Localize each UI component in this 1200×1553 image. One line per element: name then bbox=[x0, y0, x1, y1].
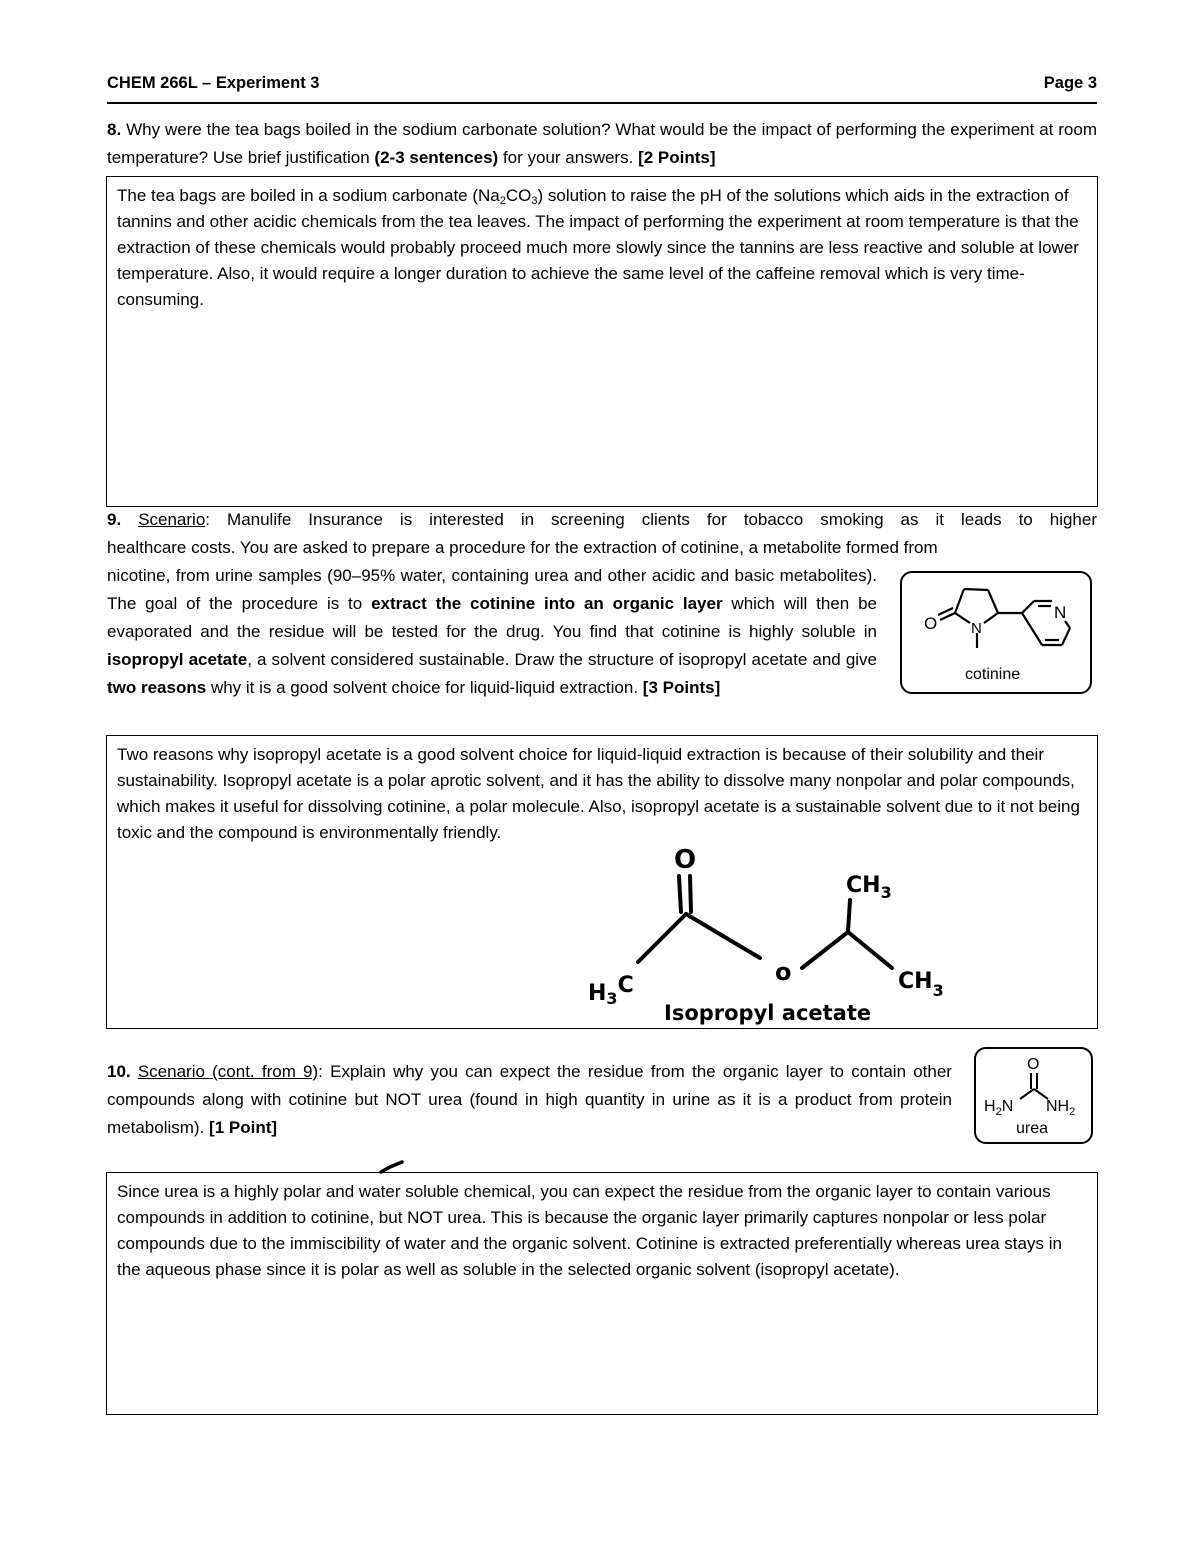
q9-t4: why it is a good solvent choice for liquid-liquid extraction. bbox=[210, 678, 639, 697]
page-number: Page 3 bbox=[1043, 74, 1097, 92]
q10-text: Explain why you can expect the residue from the organic layer to contain other compounds along with cotinine but NOT urea (found in high quantity in urine as it is a product from protein metabolism). bbox=[107, 1062, 952, 1137]
cotinine-bond bbox=[988, 590, 998, 613]
drawing-caption: Isopropyl acetate bbox=[664, 1001, 872, 1025]
cotinine-bond bbox=[964, 589, 988, 590]
urea-h2n-n: N bbox=[1001, 1098, 1014, 1115]
cotinine-bond bbox=[955, 589, 964, 613]
cotinine-bond bbox=[984, 613, 998, 623]
drawing-h3c-c: C bbox=[617, 973, 634, 998]
carbonyl-bond-right bbox=[690, 876, 691, 912]
acetyl-methyl-bond bbox=[638, 914, 686, 962]
q9-answer-text: Two reasons why isopropyl acetate is a good solvent choice for liquid-liquid extraction is because of their solubility and their sustainability. Isopropyl acetate is a polar aprotic solvent, and it has the ability to dissolve many nonpolar and polar compounds, which makes it useful for dissolving cotinine, a polar molecule. Also, isopropyl acetate is a sustainable solvent due to it not being toxic and the compound is environmentally friendly. bbox=[117, 745, 1080, 842]
urea-structure-svg bbox=[976, 1049, 1090, 1141]
q8-bold-part: (2-3 sentences) bbox=[374, 148, 499, 167]
cotinine-label: cotinine bbox=[965, 666, 1021, 683]
urea-bond-left bbox=[1020, 1089, 1034, 1099]
drawing-h3c-sub: 3 bbox=[606, 989, 618, 1008]
q8-points: [2 Points] bbox=[638, 148, 716, 167]
cotinine-atom-n: N bbox=[971, 620, 982, 637]
isopropyl-methyl-bond-right bbox=[848, 932, 892, 968]
cotinine-structure-box bbox=[900, 571, 1092, 694]
urea-nh2-nh: NH bbox=[1046, 1098, 1070, 1115]
q10-answer-box[interactable] bbox=[106, 1172, 1098, 1415]
q8-number: 8. bbox=[107, 120, 122, 139]
urea-nh2-sub: 2 bbox=[1069, 1106, 1076, 1118]
course-title: CHEM 266L – Experiment 3 bbox=[107, 74, 320, 92]
q10-number: 10. bbox=[107, 1062, 131, 1081]
q9-line2: healthcare costs. You are asked to prepare a procedure for the extraction of cotinine, a metabolite formed from bbox=[107, 538, 938, 557]
ester-bond bbox=[686, 914, 760, 958]
cotinine-structure-svg bbox=[902, 573, 1089, 691]
drawing-ch3-right-sub: 3 bbox=[932, 981, 944, 1000]
question-9-body bbox=[107, 562, 877, 702]
isopropyl-bond bbox=[802, 932, 848, 968]
drawing-ch3-top bbox=[846, 873, 892, 902]
cotinine-bond bbox=[955, 613, 970, 623]
urea-structure-box bbox=[974, 1047, 1093, 1144]
q9-line1: Manulife Insurance is interested in screening clients for tobacco smoking as it leads to higher bbox=[227, 510, 1098, 529]
urea-nh2 bbox=[1046, 1098, 1075, 1118]
drawing-o-top: O bbox=[674, 845, 697, 875]
urea-atom-o: O bbox=[1027, 1056, 1040, 1073]
pyridine-bond bbox=[1022, 601, 1034, 613]
q10-answer-text: Since urea is a highly polar and water soluble chemical, you can expect the residue from the organic layer to contain various compounds in addition to cotinine, but NOT urea. This is because the organic layer primarily captures nonpolar or less polar compounds due to the immiscibility of water and the organic solvent. Cotinine is extracted preferentially whereas urea stays in the aqueous phase since it is polar as well as soluble in the selected organic solvent (isopropyl acetate). bbox=[117, 1182, 1062, 1279]
urea-h2n-h: H bbox=[984, 1098, 996, 1115]
isopropyl-methyl-bond-top bbox=[848, 900, 850, 932]
question-9-intro bbox=[107, 506, 1097, 562]
page-header bbox=[107, 74, 1097, 104]
drawing-ch3-top-sub: 3 bbox=[880, 883, 892, 902]
q8-answer-sub1: 2 bbox=[499, 195, 506, 207]
q8-answer-post: ) solution to raise the pH of the solutions which aids in the extraction of tannins and other acidic chemicals from the tea leaves. The impact of performing the experiment at room temperature is that the extraction of these chemicals would probably proceed much more slowly since the tannins are less reactive and soluble at lower temperature. Also, it would require a longer duration to achieve the same level of the caffeine removal which is very time-consuming. bbox=[117, 186, 1079, 309]
q9-t2: which will then be evaporated and the residue will be tested for the drug. You find that cotinine is highly soluble in bbox=[107, 594, 877, 641]
q8-text-after: for your answers. bbox=[502, 148, 634, 167]
q9-scenario-label: Scenario bbox=[138, 510, 206, 529]
pyridine-bond bbox=[1022, 613, 1042, 645]
q9-points: [3 Points] bbox=[642, 678, 721, 697]
q8-answer-mid: CO bbox=[505, 186, 532, 205]
urea-h2n bbox=[984, 1098, 1013, 1118]
drawing-h3c-main: H bbox=[588, 981, 607, 1006]
q10-scenario-label: Scenario (cont. from 9) bbox=[137, 1062, 319, 1081]
drawing-h3c bbox=[588, 973, 634, 1008]
isopropyl-acetate-drawing bbox=[580, 840, 944, 1030]
q9-t3: , a solvent considered sustainable. Draw the structure of isopropyl acetate and give bbox=[247, 650, 877, 669]
q9-b1: extract the cotinine into an organic layer bbox=[371, 594, 723, 613]
drawing-o-ester: o bbox=[775, 958, 792, 986]
drawing-ch3-top-main: CH bbox=[846, 873, 881, 898]
urea-h2n-sub: 2 bbox=[995, 1106, 1002, 1118]
q10-points: [1 Point] bbox=[209, 1118, 278, 1137]
carbonyl-bond-left bbox=[679, 876, 681, 912]
q10-colon: : bbox=[318, 1062, 323, 1081]
q8-text: Why were the tea bags boiled in the sodium carbonate solution? What would be the impact of performing the experiment at room temperature? Use brief justification bbox=[107, 120, 1097, 167]
q9-b3: two reasons bbox=[107, 678, 207, 697]
pyridine-atom-n: N bbox=[1054, 603, 1067, 622]
urea-label: urea bbox=[1016, 1120, 1049, 1137]
q9-colon: : bbox=[205, 510, 211, 529]
pyridine-bond bbox=[1062, 628, 1070, 645]
q9-b2: isopropyl acetate bbox=[107, 650, 248, 669]
q9-number: 9. bbox=[107, 510, 122, 529]
pyridine-bond bbox=[1065, 621, 1070, 628]
question-10 bbox=[107, 1058, 952, 1142]
q8-answer-pre: The tea bags are boiled in a sodium carbonate (Na bbox=[117, 186, 500, 205]
drawing-ch3-right-main: CH bbox=[898, 969, 933, 994]
question-8 bbox=[107, 116, 1097, 172]
cotinine-atom-o: O bbox=[924, 614, 938, 633]
q8-answer-box[interactable] bbox=[106, 176, 1098, 507]
q9-t1: nicotine, from urine samples (90–95% water, containing urea and other acidic and basic metabolites). The goal of the procedure is to bbox=[107, 566, 877, 613]
q8-answer-sub2: 3 bbox=[531, 195, 538, 207]
